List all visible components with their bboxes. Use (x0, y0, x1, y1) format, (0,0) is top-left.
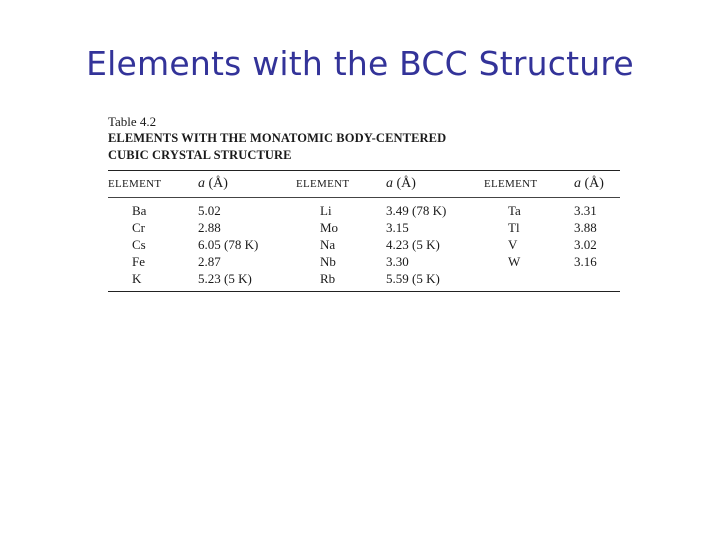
column-header-lattice-constant: a (Å) (386, 176, 416, 191)
column-header-element: ELEMENT (296, 178, 350, 190)
element-cell: Na (320, 237, 336, 252)
lattice-constant-cell: 5.02 (198, 203, 221, 218)
lattice-constant-cell: 2.87 (198, 254, 221, 269)
element-cell: Ba (132, 203, 147, 218)
element-cell: V (508, 237, 518, 252)
table-row (108, 219, 620, 236)
lattice-constant-cell: 3.31 (574, 203, 597, 218)
element-cell: Ta (508, 203, 521, 218)
lattice-constant-cell: 4.23 (5 K) (386, 237, 440, 252)
element-cell: Fe (132, 254, 145, 269)
column-header-lattice-constant: a (Å) (198, 176, 228, 191)
lattice-constant-cell (574, 270, 620, 287)
table-bottom-rule (108, 291, 620, 292)
lattice-constant-cell: 3.02 (574, 237, 597, 252)
table-title-line-1: ELEMENTS WITH THE MONATOMIC BODY-CENTERED (108, 131, 447, 145)
column-header-element: ELEMENT (484, 178, 538, 190)
lattice-constant-cell: 3.15 (386, 220, 409, 235)
column-header-element: ELEMENT (108, 178, 162, 190)
column-header-lattice-constant: a (Å) (574, 176, 604, 191)
lattice-constant-cell: 5.59 (5 K) (386, 271, 440, 286)
lattice-constant-cell: 3.88 (574, 220, 597, 235)
table-row (108, 198, 620, 219)
lattice-constant-cell: 3.16 (574, 254, 597, 269)
table-row (108, 236, 620, 253)
element-cell: Li (320, 203, 332, 218)
element-cell: Cs (132, 237, 146, 252)
element-cell: Rb (320, 271, 336, 286)
table-title-line-2: CUBIC CRYSTAL STRUCTURE (108, 148, 292, 162)
slide-title: Elements with the BCC Structure (86, 44, 634, 83)
table-row (108, 253, 620, 270)
lattice-constant-cell: 3.49 (78 K) (386, 203, 447, 218)
lattice-constant-cell: 5.23 (5 K) (198, 271, 252, 286)
element-cell: Tl (508, 220, 520, 235)
lattice-constant-cell: 2.88 (198, 220, 221, 235)
element-cell: Mo (320, 220, 339, 235)
table-row (108, 270, 620, 287)
element-cell: K (132, 271, 142, 286)
element-cell: Cr (132, 220, 145, 235)
lattice-constant-cell: 3.30 (386, 254, 409, 269)
table-number: Table 4.2 (108, 114, 157, 129)
element-cell: Nb (320, 254, 336, 269)
lattice-constant-cell: 6.05 (78 K) (198, 237, 259, 252)
table-figure (108, 114, 620, 292)
element-cell: W (508, 254, 521, 269)
element-cell (484, 270, 574, 287)
bcc-elements-table (108, 171, 620, 287)
table-header-row (108, 171, 620, 197)
